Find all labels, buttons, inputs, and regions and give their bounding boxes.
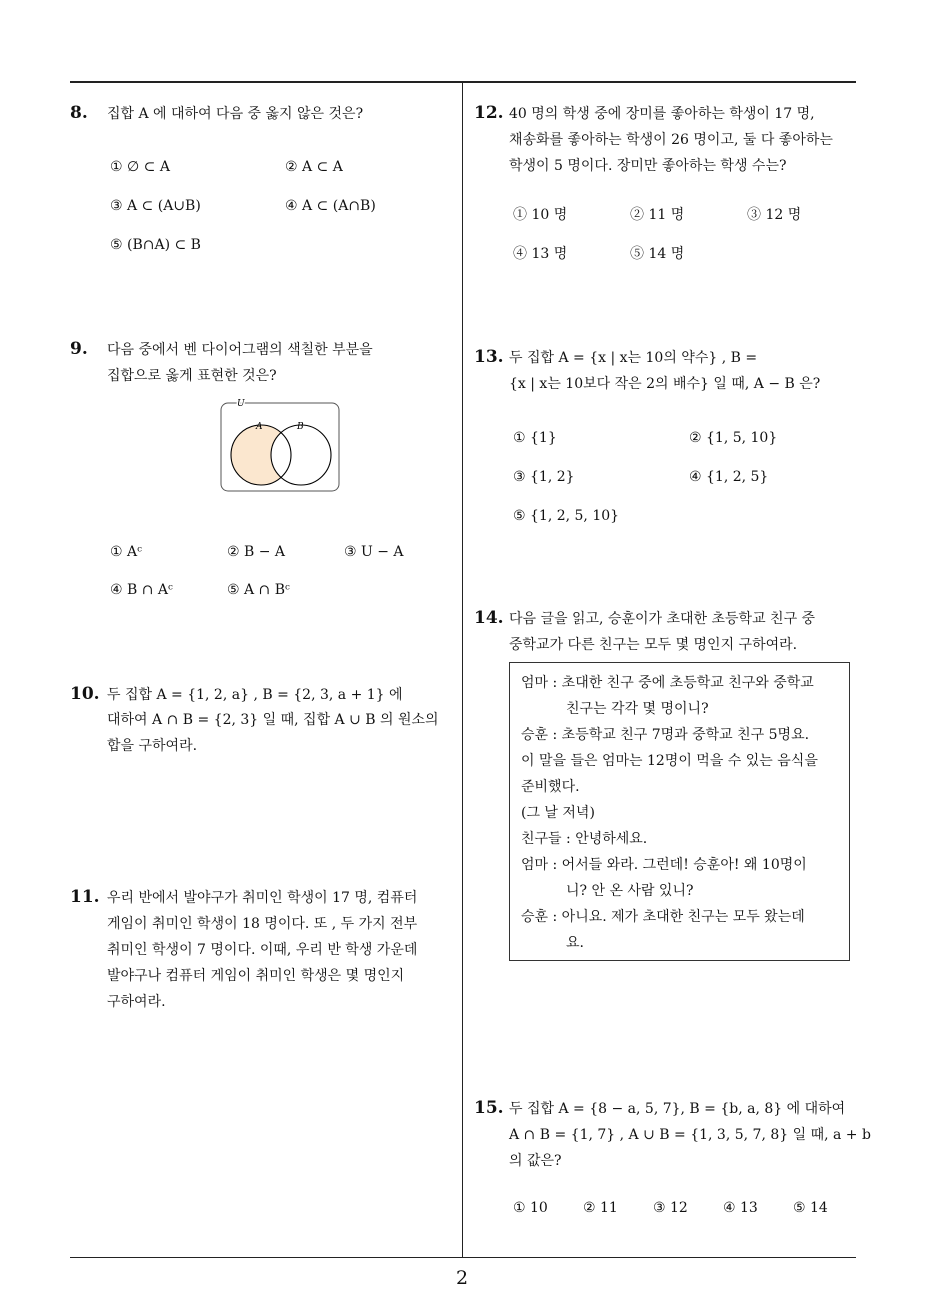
top-rule: [70, 81, 856, 83]
page-number: 2: [456, 1267, 469, 1289]
question-number: 13.: [474, 347, 504, 367]
question-text: 다음 중에서 벤 다이어그램의 색칠한 부분을: [107, 342, 373, 358]
venn-diagram: [218, 397, 342, 495]
option-3[interactable]: ③ 12 명: [747, 207, 802, 223]
option-2[interactable]: ② 11: [583, 1200, 618, 1216]
question-text: 두 집합 A = {x | x는 10의 약수} , B =: [509, 350, 758, 366]
question-number: 15.: [474, 1098, 504, 1118]
dialogue-line: (그 날 저녁): [521, 805, 595, 821]
option-3[interactable]: ③ 12: [653, 1200, 688, 1216]
question-text: 취미인 학생이 7 명이다. 이때, 우리 반 학생 가운데: [107, 942, 418, 958]
question-text: 합을 구하여라.: [107, 738, 198, 754]
column-divider: [462, 81, 463, 1258]
question-text: 구하여라.: [107, 994, 166, 1010]
dialogue-line: 니? 안 온 사람 있니?: [566, 883, 694, 899]
set-b-label: B: [297, 422, 304, 432]
option-4[interactable]: ④ A ⊂ (A∩B): [285, 198, 376, 214]
question-text: 채송화를 좋아하는 학생이 26 명이고, 둘 다 좋아하는: [509, 132, 833, 148]
question-number: 9.: [70, 339, 88, 359]
option-1[interactable]: ① ∅ ⊂ A: [110, 159, 170, 175]
question-text: 40 명의 학생 중에 장미를 좋아하는 학생이 17 명,: [509, 106, 815, 122]
question-text: 집합으로 옳게 표현한 것은?: [107, 368, 277, 384]
question-text: 대하여 A ∩ B = {2, 3} 일 때, 집합 A ∪ B 의 원소의: [107, 712, 439, 728]
question-text: A ∩ B = {1, 7} , A ∪ B = {1, 3, 5, 7, 8} 일 때, a + b: [509, 1127, 871, 1143]
question-text: 두 집합 A = {1, 2, a} , B = {2, 3, a + 1} 에: [107, 687, 403, 703]
question-text: 의 값은?: [509, 1153, 562, 1169]
option-4[interactable]: ④ 13 명: [513, 246, 568, 262]
option-3[interactable]: ③ {1, 2}: [513, 469, 575, 485]
option-1[interactable]: ① {1}: [513, 430, 557, 446]
option-2[interactable]: ② A ⊂ A: [285, 159, 343, 175]
question-text: {x | x는 10보다 작은 2의 배수} 일 때, A − B 은?: [509, 376, 821, 392]
question-text: 발야구나 컴퓨터 게임이 취미인 학생은 몇 명인지: [107, 968, 405, 984]
set-a-label: A: [256, 422, 263, 432]
dialogue-line: 요.: [566, 935, 584, 951]
option-1[interactable]: ① 10 명: [513, 207, 568, 223]
dialogue-line: 친구들 : 안녕하세요.: [521, 831, 648, 847]
question-text: 게임이 취미인 학생이 18 명이다. 또 , 두 가지 전부: [107, 916, 418, 932]
option-5[interactable]: ⑤ 14 명: [630, 246, 685, 262]
option-2[interactable]: ② {1, 5, 10}: [689, 430, 778, 446]
question-number: 8.: [70, 103, 88, 123]
option-4[interactable]: ④ B ∩ Aᶜ: [110, 582, 173, 598]
dialogue-line: 친구는 각각 몇 명이니?: [566, 701, 709, 717]
option-2[interactable]: ② B − A: [227, 544, 286, 560]
dialogue-line: 승훈 : 초등학교 친구 7명과 중학교 친구 5명요.: [521, 727, 810, 743]
universe-label: U: [237, 399, 245, 409]
question-text: 우리 반에서 발야구가 취미인 학생이 17 명, 컴퓨터: [107, 890, 418, 906]
question-number: 12.: [474, 103, 504, 123]
question-text: 두 집합 A = {8 − a, 5, 7}, B = {b, a, 8} 에 대하여: [509, 1101, 846, 1117]
dialogue-line: 승훈 : 아니요. 제가 초대한 친구는 모두 왔는데: [521, 909, 805, 925]
dialogue-line: 준비했다.: [521, 779, 580, 795]
question-number: 11.: [70, 887, 100, 907]
question-text: 중학교가 다른 친구는 모두 몇 명인지 구하여라.: [509, 637, 798, 653]
dialogue-line: 엄마 : 초대한 친구 중에 초등학교 친구와 중학교: [521, 675, 814, 691]
option-5[interactable]: ⑤ 14: [793, 1200, 828, 1216]
question-text: 학생이 5 명이다. 장미만 좋아하는 학생 수는?: [509, 158, 787, 174]
question-text: 다음 글을 읽고, 승훈이가 초대한 초등학교 친구 중: [509, 611, 816, 627]
option-3[interactable]: ③ A ⊂ (A∪B): [110, 198, 201, 214]
option-5[interactable]: ⑤ (B∩A) ⊂ B: [110, 237, 201, 253]
option-3[interactable]: ③ U − A: [344, 544, 404, 560]
question-text: 집합 A 에 대하여 다음 중 옳지 않은 것은?: [107, 106, 364, 122]
option-1[interactable]: ① Aᶜ: [110, 544, 142, 560]
question-number: 14.: [474, 608, 504, 628]
option-5[interactable]: ⑤ A ∩ Bᶜ: [227, 582, 290, 598]
bottom-rule: [70, 1257, 856, 1258]
option-4[interactable]: ④ {1, 2, 5}: [689, 469, 769, 485]
question-number: 10.: [70, 684, 100, 704]
option-5[interactable]: ⑤ {1, 2, 5, 10}: [513, 508, 620, 524]
option-2[interactable]: ② 11 명: [630, 207, 685, 223]
option-1[interactable]: ① 10: [513, 1200, 548, 1216]
dialogue-line: 엄마 : 어서들 와라. 그런데! 승훈아! 왜 10명이: [521, 857, 807, 873]
option-4[interactable]: ④ 13: [723, 1200, 758, 1216]
dialogue-line: 이 말을 들은 엄마는 12명이 먹을 수 있는 음식을: [521, 753, 818, 769]
